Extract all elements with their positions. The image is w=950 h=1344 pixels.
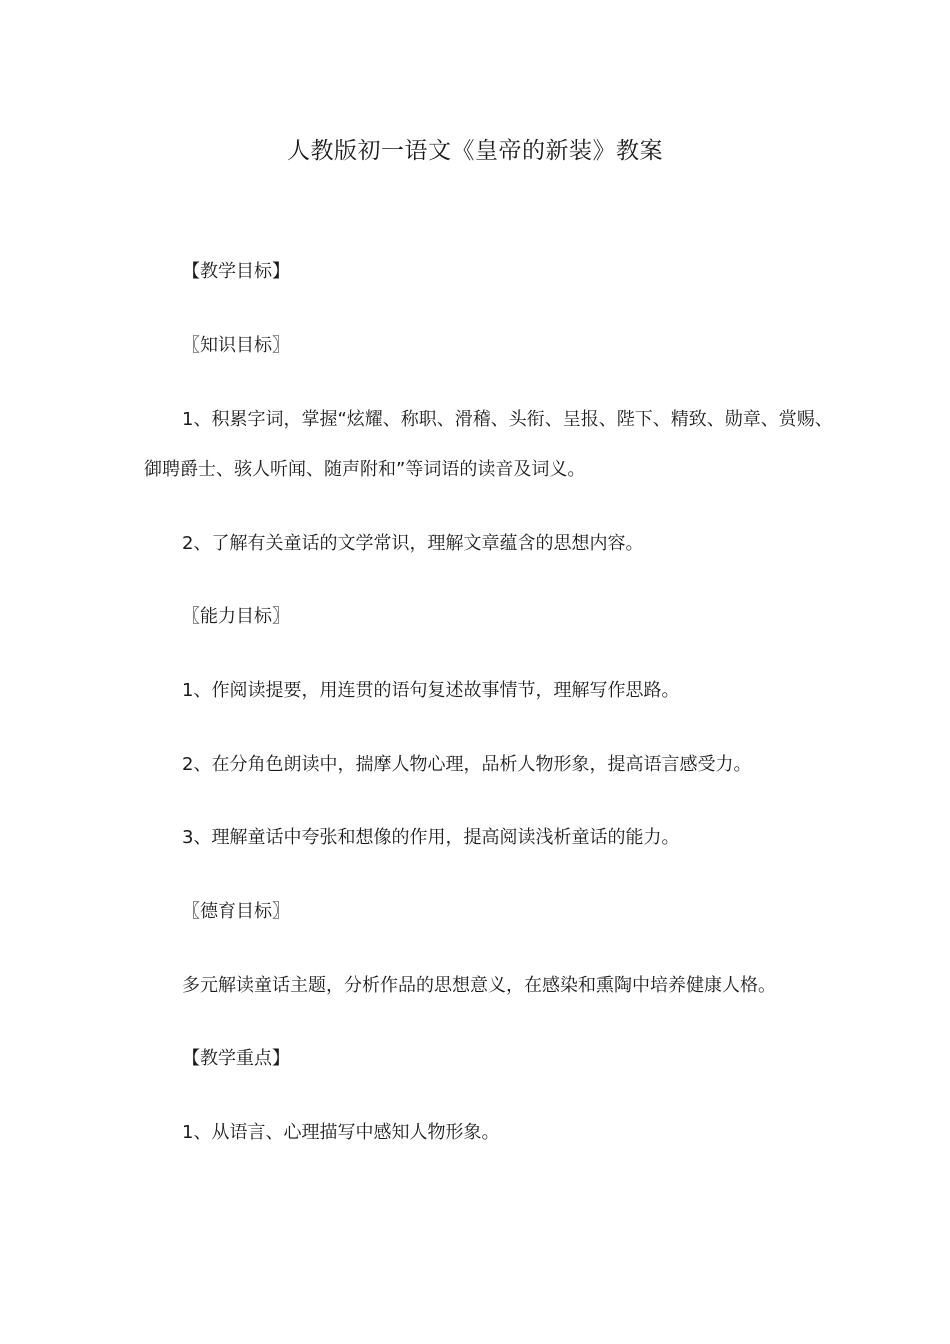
paragraph-line: 3、理解童话中夸张和想像的作用，提高阅读浅析童话的能力。 (182, 827, 680, 848)
paragraph-line: 1、从语言、心理描写中感知人物形象。 (182, 1122, 500, 1143)
paragraph-line: 1、作阅读提要，用连贯的语句复述故事情节，理解写作思路。 (182, 680, 680, 701)
paragraph-line: 御聘爵士、骇人听闻、随声附和”等词语的读音及词义。 (144, 459, 586, 480)
section-heading-teaching-focus: 【教学重点】 (182, 1048, 290, 1069)
paragraph-line: 1、积累字词，掌握“炫耀、称职、滑稽、头衔、呈报、陛下、精致、勋章、赏赐、 (182, 409, 833, 430)
subsection-heading-moral-goals: 〖德育目标〗 (182, 901, 290, 922)
subsection-heading-ability-goals: 〖能力目标〗 (182, 606, 290, 627)
paragraph-line: 2、了解有关童话的文学常识，理解文章蕴含的思想内容。 (182, 533, 644, 554)
paragraph-line: 多元解读童话主题，分析作品的思想意义，在感染和熏陶中培养健康人格。 (182, 975, 776, 996)
subsection-heading-knowledge-goals: 〖知识目标〗 (182, 335, 290, 356)
document-title: 人教版初一语文《皇帝的新装》教案 (287, 138, 663, 164)
paragraph-line: 2、在分角色朗读中，揣摩人物心理，品析人物形象，提高语言感受力。 (182, 754, 752, 775)
section-heading-teaching-goals: 【教学目标】 (182, 261, 290, 282)
